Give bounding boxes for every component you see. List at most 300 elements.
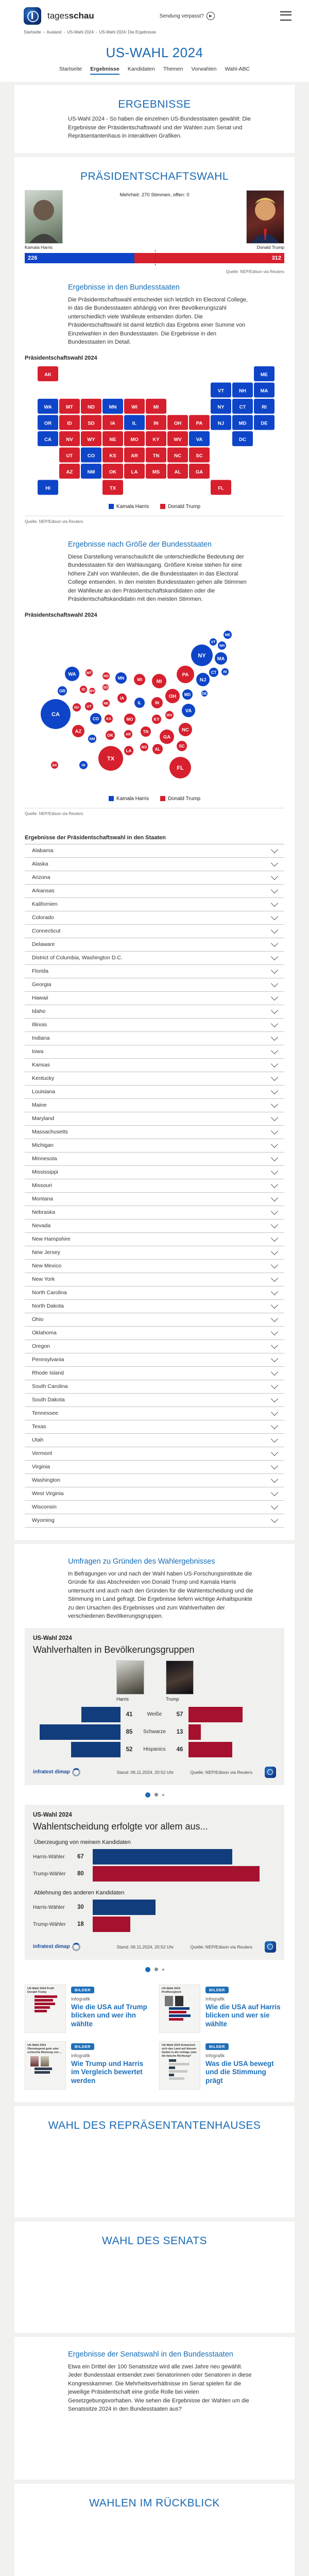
state-bubble-OR[interactable] bbox=[58, 686, 67, 696]
state-accordion-row[interactable] bbox=[25, 858, 284, 871]
state-accordion-row[interactable] bbox=[25, 925, 284, 938]
chart-label: Präsidentschaftswahl 2024 bbox=[25, 355, 284, 361]
carousel-dot-active[interactable] bbox=[145, 1967, 150, 1972]
svg-text:KY: KY bbox=[152, 437, 160, 443]
state-tile-ND[interactable] bbox=[81, 399, 101, 414]
teaser-title[interactable]: Wie die USA auf Harris blicken und wer sie wählte bbox=[205, 2003, 284, 2029]
state-bubble-IN[interactable] bbox=[151, 697, 163, 708]
state-tile-MT[interactable] bbox=[59, 399, 80, 414]
state-name: New Mexico bbox=[32, 1263, 61, 1269]
state-name: Nebraska bbox=[32, 1209, 55, 1215]
state-bubble-OH[interactable] bbox=[165, 689, 180, 703]
teaser-card[interactable] bbox=[25, 1985, 150, 2033]
state-name: Alabama bbox=[32, 848, 53, 854]
state-accordion-row[interactable] bbox=[25, 1340, 284, 1353]
section-title: PRÄSIDENTSCHAFTSWAHL bbox=[25, 157, 284, 187]
state-bubble-WV[interactable] bbox=[165, 711, 174, 719]
state-bubble-NJ[interactable] bbox=[196, 673, 210, 686]
state-tile-GA[interactable] bbox=[189, 464, 210, 479]
state-tile-WV[interactable] bbox=[167, 431, 188, 446]
bilder-badge: BILDER bbox=[71, 1987, 94, 1993]
state-accordion-row[interactable] bbox=[25, 844, 284, 858]
state-bubble-FL[interactable] bbox=[169, 757, 191, 778]
play-icon: ▶ bbox=[207, 12, 215, 20]
state-tile-NY[interactable] bbox=[211, 399, 231, 414]
chart-title: Wahlverhalten in Bevölkerungsgruppen bbox=[33, 1645, 276, 1655]
state-accordion-row[interactable] bbox=[25, 1086, 284, 1099]
section-repraesentantenhaus bbox=[14, 2106, 295, 2217]
tagesschau-logo-icon[interactable] bbox=[24, 7, 41, 25]
state-bubble-AL[interactable] bbox=[152, 744, 163, 754]
state-accordion-row[interactable] bbox=[25, 1032, 284, 1045]
subsection-title: Ergebnisse nach Größe der Bundesstaaten bbox=[68, 540, 253, 549]
state-tile-SD[interactable] bbox=[81, 415, 101, 430]
state-bubble-NE[interactable] bbox=[102, 700, 110, 707]
state-tile-WY[interactable] bbox=[81, 431, 101, 446]
state-tile-KS[interactable] bbox=[102, 447, 123, 462]
state-tile-MA[interactable] bbox=[254, 382, 274, 397]
svg-text:ME: ME bbox=[261, 372, 268, 378]
state-tile-UT[interactable] bbox=[59, 447, 80, 462]
state-bubble-WI[interactable] bbox=[134, 674, 145, 685]
state-bubble-ME[interactable] bbox=[224, 631, 232, 639]
teaser-thumbnail: US-Wahl 2024 Profil Donald Trump bbox=[25, 1985, 66, 2033]
state-accordion-row[interactable] bbox=[25, 1112, 284, 1126]
svg-text:MT: MT bbox=[66, 404, 73, 410]
state-accordion-row[interactable] bbox=[25, 1420, 284, 1434]
state-tile-TN[interactable] bbox=[146, 447, 166, 462]
state-name: Washington bbox=[32, 1477, 60, 1483]
teaser-title[interactable]: Wie Trump und Harris im Vergleich bewertet werden bbox=[71, 2060, 150, 2086]
svg-text:MO: MO bbox=[127, 717, 133, 721]
state-bubble-NC[interactable] bbox=[179, 723, 192, 736]
state-bubble-AR[interactable] bbox=[124, 730, 132, 738]
state-name: Hawaii bbox=[32, 995, 48, 1001]
state-bubble-CT[interactable] bbox=[209, 668, 218, 677]
state-accordion-row[interactable] bbox=[25, 1313, 284, 1327]
svg-text:UT: UT bbox=[66, 453, 73, 459]
svg-text:ID: ID bbox=[82, 688, 85, 691]
state-name: Nevada bbox=[32, 1223, 50, 1229]
state-name: Oklahoma bbox=[32, 1330, 57, 1336]
chevron-down-icon bbox=[271, 913, 278, 920]
state-tile-OH[interactable] bbox=[167, 415, 188, 430]
svg-text:NE: NE bbox=[109, 437, 116, 443]
harris-bar bbox=[71, 1742, 121, 1757]
state-bubble-MS[interactable] bbox=[140, 743, 148, 751]
hamburger-menu-icon[interactable] bbox=[280, 11, 291, 21]
state-tile-NM[interactable] bbox=[81, 464, 101, 479]
state-tile-NE[interactable] bbox=[102, 431, 123, 446]
state-bubble-TX[interactable] bbox=[98, 746, 123, 771]
infratest-dimap-icon bbox=[72, 1943, 80, 1951]
carousel-dot[interactable] bbox=[154, 1968, 158, 1971]
svg-text:NV: NV bbox=[66, 437, 73, 443]
state-bubble-HI[interactable] bbox=[79, 761, 88, 769]
tab-startseite[interactable]: Startseite bbox=[59, 66, 82, 75]
brand[interactable]: tagesschau bbox=[47, 11, 94, 21]
state-tile-TX[interactable] bbox=[102, 480, 123, 495]
state-accordion-row[interactable] bbox=[25, 1260, 284, 1273]
state-tile-OK[interactable] bbox=[102, 464, 123, 479]
carousel-dot[interactable] bbox=[162, 1969, 164, 1971]
state-accordion-row[interactable] bbox=[25, 1246, 284, 1260]
chevron-down-icon bbox=[271, 1047, 278, 1054]
state-name: Utah bbox=[32, 1437, 43, 1443]
svg-text:PA: PA bbox=[196, 420, 203, 426]
svg-text:IL: IL bbox=[132, 420, 137, 426]
state-tile-KY[interactable] bbox=[146, 431, 166, 446]
teaser-card[interactable] bbox=[159, 1985, 284, 2033]
series-label: Trump-Wähler bbox=[33, 1922, 77, 1927]
state-tile-AL[interactable] bbox=[167, 464, 188, 479]
svg-text:MA: MA bbox=[261, 388, 268, 394]
state-bubble-GA[interactable] bbox=[160, 730, 174, 744]
chevron-down-icon bbox=[271, 1074, 278, 1081]
states-accordion-title: Ergebnisse der Präsidentschaftswahl in den Staaten bbox=[25, 835, 284, 841]
state-accordion-row[interactable] bbox=[25, 952, 284, 965]
state-accordion-row[interactable] bbox=[25, 1461, 284, 1474]
state-bubble-SC[interactable] bbox=[177, 741, 187, 751]
state-accordion-row[interactable] bbox=[25, 1233, 284, 1246]
state-name: Missouri bbox=[32, 1182, 52, 1189]
state-tile-NH[interactable] bbox=[232, 382, 253, 397]
legend-swatch-icon bbox=[109, 504, 114, 509]
state-accordion-row[interactable] bbox=[25, 1487, 284, 1501]
state-accordion-row[interactable] bbox=[25, 871, 284, 885]
state-bubble-UT[interactable] bbox=[85, 702, 93, 710]
breadcrumb-item[interactable]: US-Wahl 2024 bbox=[67, 30, 94, 35]
section-title: WAHL DES SENATS bbox=[25, 2222, 284, 2251]
state-tile-AK[interactable] bbox=[38, 366, 58, 381]
svg-text:NJ: NJ bbox=[218, 420, 224, 426]
state-bubble-DE[interactable] bbox=[201, 690, 208, 697]
series-label: Trump-Wähler bbox=[33, 1871, 77, 1877]
states-accordion bbox=[25, 844, 284, 1528]
svg-text:CA: CA bbox=[52, 711, 60, 717]
breadcrumb-item[interactable]: Ausland bbox=[46, 30, 61, 35]
harris-photo bbox=[116, 1660, 144, 1694]
state-tile-DE[interactable] bbox=[254, 415, 274, 430]
state-bubble-KS[interactable] bbox=[105, 715, 113, 723]
chevron-down-icon bbox=[271, 1167, 278, 1175]
state-bubble-NY[interactable] bbox=[191, 645, 213, 666]
state-tile-CT[interactable] bbox=[232, 399, 253, 414]
svg-text:MD: MD bbox=[239, 420, 247, 426]
state-tile-MD[interactable] bbox=[232, 415, 253, 430]
state-accordion-row[interactable] bbox=[25, 1193, 284, 1206]
category-label: Hispanics bbox=[138, 1747, 171, 1752]
candidate-name: Donald Trump bbox=[257, 245, 284, 250]
state-tile-CO[interactable] bbox=[81, 447, 101, 462]
state-bubble-WY[interactable] bbox=[89, 688, 95, 694]
state-bubble-PA[interactable] bbox=[177, 666, 194, 683]
state-name: Indiana bbox=[32, 1035, 49, 1041]
state-accordion-row[interactable] bbox=[25, 1380, 284, 1394]
state-bubble-ID[interactable] bbox=[80, 686, 87, 693]
state-accordion-row[interactable] bbox=[25, 898, 284, 911]
state-bubble-RI[interactable] bbox=[221, 668, 229, 675]
svg-text:NH: NH bbox=[239, 388, 246, 394]
chevron-down-icon bbox=[271, 1368, 278, 1376]
tab-themen[interactable]: Themen bbox=[163, 66, 183, 75]
teaser-kicker: Infografik bbox=[71, 1996, 150, 2002]
state-accordion-row[interactable] bbox=[25, 1059, 284, 1072]
state-accordion-row[interactable] bbox=[25, 1179, 284, 1193]
state-accordion-row[interactable] bbox=[25, 938, 284, 952]
state-tile-VA[interactable] bbox=[189, 431, 210, 446]
state-name: Ohio bbox=[32, 1316, 43, 1323]
state-tile-DC[interactable] bbox=[232, 431, 253, 446]
state-tile-SC[interactable] bbox=[189, 447, 210, 462]
state-tile-NC[interactable] bbox=[167, 447, 188, 462]
subsection-title: Ergebnisse in den Bundesstaaten bbox=[68, 283, 253, 292]
chart-row bbox=[33, 1706, 276, 1723]
chevron-down-icon bbox=[271, 1502, 278, 1510]
state-name: South Dakota bbox=[32, 1397, 65, 1403]
breadcrumb-item[interactable]: Startseite bbox=[24, 30, 41, 35]
state-tile-CA[interactable] bbox=[38, 431, 58, 446]
state-name: Arizona bbox=[32, 874, 50, 880]
state-bubble-MD[interactable] bbox=[182, 689, 193, 700]
state-bubble-IL[interactable] bbox=[134, 698, 145, 708]
bilder-badge: BILDER bbox=[205, 2043, 229, 2050]
state-accordion-row[interactable] bbox=[25, 978, 284, 992]
state-accordion-row[interactable] bbox=[25, 1139, 284, 1153]
chevron-down-icon bbox=[271, 873, 278, 880]
harris-bar bbox=[81, 1707, 121, 1722]
state-accordion-row[interactable] bbox=[25, 1153, 284, 1166]
svg-text:CO: CO bbox=[93, 716, 99, 721]
state-bubble-MI[interactable] bbox=[152, 674, 166, 688]
state-bubble-TN[interactable] bbox=[141, 726, 151, 737]
state-accordion-row[interactable] bbox=[25, 1407, 284, 1420]
state-accordion-row[interactable] bbox=[25, 1474, 284, 1487]
chevron-down-icon bbox=[271, 1141, 278, 1148]
subsection-text: Diese Darstellung veranschaulicht die unterschiedliche Bedeutung der Bundesstaaten für den Wahlausgang. Größere Kreise stehen für eine höhere Zahl von Wahlleuten, die die Bundesstaaten in das Electoral College entsenden. In den meisten Bundesstaaten gehen alle Stimmen der Wahlleute an den Präsidentschaftskandidaten oder die Präsidentschaftskandidatin mit den meisten Stimmen. bbox=[68, 553, 253, 604]
state-bubble-IA[interactable] bbox=[117, 693, 127, 703]
carousel-dot[interactable] bbox=[154, 1793, 158, 1797]
teaser-card[interactable] bbox=[159, 2041, 284, 2090]
breadcrumb-separator-icon: › bbox=[43, 30, 45, 35]
state-bubble-CO[interactable] bbox=[90, 713, 101, 724]
breadcrumb-item[interactable]: US-Wahl 2024: Die Ergebnisse bbox=[99, 30, 156, 35]
state-tile-VT[interactable] bbox=[211, 382, 231, 397]
legend-item: Kamala Harris bbox=[109, 504, 149, 510]
state-tile-HI[interactable] bbox=[38, 480, 58, 495]
state-accordion-row[interactable] bbox=[25, 1126, 284, 1139]
state-tile-ID[interactable] bbox=[59, 415, 80, 430]
carousel-dot[interactable] bbox=[162, 1794, 164, 1796]
svg-text:ND: ND bbox=[104, 674, 109, 678]
state-bubble-ND[interactable] bbox=[102, 672, 110, 680]
majority-label: Mehrheit: 270 Stimmen, offen: 0 bbox=[25, 192, 284, 198]
state-bubble-VA[interactable] bbox=[182, 704, 195, 717]
carousel-dots bbox=[25, 1792, 284, 1798]
state-accordion-row[interactable] bbox=[25, 1099, 284, 1112]
state-tile-PA[interactable] bbox=[189, 415, 210, 430]
state-bubble-AK[interactable] bbox=[51, 761, 58, 769]
state-bubble-MO[interactable] bbox=[124, 714, 135, 725]
state-accordion-row[interactable] bbox=[25, 1019, 284, 1032]
trump-value: 57 bbox=[171, 1711, 188, 1718]
svg-text:IA: IA bbox=[120, 696, 124, 700]
state-accordion-row[interactable] bbox=[25, 1005, 284, 1019]
svg-text:NM: NM bbox=[88, 469, 95, 475]
state-name: Louisiana bbox=[32, 1089, 55, 1095]
tab-kandidaten[interactable]: Kandidaten bbox=[128, 66, 155, 75]
state-tile-IN[interactable] bbox=[146, 415, 166, 430]
state-tile-NJ[interactable] bbox=[211, 415, 231, 430]
state-tile-WA[interactable] bbox=[38, 399, 58, 414]
state-tile-MO[interactable] bbox=[124, 431, 145, 446]
state-bubble-CA[interactable] bbox=[41, 699, 71, 729]
value-label: 67 bbox=[77, 1854, 93, 1860]
state-accordion-row[interactable] bbox=[25, 1327, 284, 1340]
state-name: Florida bbox=[32, 968, 48, 974]
trump-photo bbox=[246, 190, 284, 244]
chevron-down-icon bbox=[271, 940, 278, 947]
teaser-title[interactable]: Was die USA bewegt und die Stimmung prägt bbox=[205, 2060, 284, 2086]
map-legend bbox=[25, 504, 284, 510]
bilder-badge: BILDER bbox=[205, 1987, 229, 1993]
state-accordion-row[interactable] bbox=[25, 885, 284, 898]
state-accordion-row[interactable] bbox=[25, 992, 284, 1005]
breadcrumb bbox=[0, 28, 309, 39]
state-tile-OR[interactable] bbox=[38, 415, 58, 430]
state-tile-FL[interactable] bbox=[211, 480, 231, 495]
state-tile-MS[interactable] bbox=[146, 464, 166, 479]
state-bubble-MT[interactable] bbox=[85, 669, 93, 676]
svg-text:MS: MS bbox=[152, 469, 160, 475]
electoral-race bbox=[25, 190, 284, 267]
carousel-dot-active[interactable] bbox=[145, 1792, 150, 1798]
state-bubble-AZ[interactable] bbox=[72, 725, 84, 737]
series-label: Harris-Wähler bbox=[33, 1854, 77, 1860]
state-tile-WI[interactable] bbox=[124, 399, 145, 414]
state-bubble-MA[interactable] bbox=[215, 652, 227, 665]
section-senatswahl bbox=[14, 2337, 295, 2480]
state-bubble-MN[interactable] bbox=[115, 672, 127, 684]
state-name: North Dakota bbox=[32, 1303, 64, 1309]
svg-text:OR: OR bbox=[59, 688, 65, 693]
state-tile-RI[interactable] bbox=[254, 399, 274, 414]
svg-text:CO: CO bbox=[88, 453, 95, 459]
state-tile-LA[interactable] bbox=[124, 464, 145, 479]
group-label: Überzeugung von meinem Kandidaten bbox=[34, 1839, 276, 1845]
chevron-down-icon bbox=[271, 1020, 278, 1027]
state-tile-MN[interactable] bbox=[102, 399, 123, 414]
harris-value: 41 bbox=[121, 1711, 138, 1718]
svg-text:MT: MT bbox=[87, 671, 92, 675]
svg-text:RI: RI bbox=[224, 670, 227, 674]
state-accordion-row[interactable] bbox=[25, 1300, 284, 1313]
trump-bar: 312 bbox=[134, 253, 284, 263]
state-accordion-row[interactable] bbox=[25, 1219, 284, 1233]
svg-text:WA: WA bbox=[68, 671, 76, 677]
state-accordion-row[interactable] bbox=[25, 1434, 284, 1447]
state-accordion-row[interactable] bbox=[25, 965, 284, 978]
chevron-down-icon bbox=[271, 859, 278, 867]
infratest-dimap-logo: infratest dimap bbox=[33, 1943, 80, 1951]
sendung-verpasst-link[interactable] bbox=[160, 12, 215, 20]
chevron-down-icon bbox=[271, 926, 278, 934]
svg-text:WV: WV bbox=[174, 437, 182, 443]
svg-text:IL: IL bbox=[138, 700, 141, 705]
state-tile-MI[interactable] bbox=[146, 399, 166, 414]
tab-vorwahlen[interactable]: Vorwahlen bbox=[191, 66, 216, 75]
tab-wahl-abc[interactable]: Wahl-ABC bbox=[225, 66, 250, 75]
teaser-card[interactable] bbox=[25, 2041, 150, 2090]
state-bubble-NV[interactable] bbox=[73, 703, 81, 711]
value-bar bbox=[93, 1900, 156, 1915]
photo-label: Trump bbox=[166, 1697, 193, 1702]
state-accordion-row[interactable] bbox=[25, 1447, 284, 1461]
state-accordion-row[interactable] bbox=[25, 1045, 284, 1059]
teaser-kicker: Infografik bbox=[71, 2053, 150, 2058]
state-accordion-row[interactable] bbox=[25, 1166, 284, 1179]
value-bar bbox=[93, 1849, 232, 1865]
state-accordion-row[interactable] bbox=[25, 1286, 284, 1300]
chart-label: Präsidentschaftswahl 2024 bbox=[25, 612, 284, 618]
state-accordion-row[interactable] bbox=[25, 1367, 284, 1380]
state-accordion-row[interactable] bbox=[25, 1353, 284, 1367]
state-tile-AZ[interactable] bbox=[59, 464, 80, 479]
state-tile-NV[interactable] bbox=[59, 431, 80, 446]
state-bubble-WA[interactable] bbox=[65, 667, 79, 681]
state-bubble-KY[interactable] bbox=[152, 715, 161, 724]
teaser-kicker: Infografik bbox=[205, 1996, 284, 2002]
source-note: Quelle: NEP/Edison via Reuters bbox=[25, 808, 284, 823]
state-tile-ME[interactable] bbox=[254, 366, 274, 381]
teaser-grid bbox=[25, 1977, 284, 2100]
chevron-down-icon bbox=[271, 1181, 278, 1188]
state-tile-AR[interactable] bbox=[124, 447, 145, 462]
state-accordion-row[interactable] bbox=[25, 1206, 284, 1219]
state-accordion-row[interactable] bbox=[25, 1273, 284, 1286]
teaser-title[interactable]: Wie die USA auf Trump blicken und wer ihn wählte bbox=[71, 2003, 150, 2029]
state-tile-IA[interactable] bbox=[102, 415, 123, 430]
chevron-down-icon bbox=[271, 1208, 278, 1215]
tab-ergebnisse[interactable]: Ergebnisse bbox=[90, 66, 119, 75]
ard-logo-icon bbox=[265, 1767, 276, 1778]
value-bar bbox=[93, 1917, 130, 1932]
svg-text:KY: KY bbox=[153, 717, 160, 721]
breadcrumb-separator-icon: › bbox=[63, 30, 65, 35]
state-tile-IL[interactable] bbox=[124, 415, 145, 430]
trump-value: 13 bbox=[171, 1729, 188, 1735]
state-accordion-row[interactable] bbox=[25, 1501, 284, 1514]
state-accordion-row[interactable] bbox=[25, 1072, 284, 1086]
svg-text:HI: HI bbox=[45, 485, 50, 491]
chevron-down-icon bbox=[271, 1355, 278, 1362]
chevron-down-icon bbox=[271, 1435, 278, 1443]
state-bubble-SD[interactable] bbox=[102, 684, 109, 690]
state-bubble-NM[interactable] bbox=[88, 735, 96, 743]
state-bubble-OK[interactable] bbox=[106, 731, 115, 740]
state-bubble-VT[interactable] bbox=[210, 638, 217, 646]
state-accordion-row[interactable] bbox=[25, 1514, 284, 1528]
svg-text:WI: WI bbox=[131, 404, 138, 410]
svg-text:NY: NY bbox=[217, 404, 225, 410]
state-bubble-NH[interactable] bbox=[218, 641, 226, 650]
state-bubble-LA[interactable] bbox=[124, 746, 133, 755]
trump-value: 46 bbox=[171, 1747, 188, 1753]
state-name: Delaware bbox=[32, 941, 55, 947]
state-accordion-row[interactable] bbox=[25, 911, 284, 925]
state-accordion-row[interactable] bbox=[25, 1394, 284, 1407]
chevron-down-icon bbox=[271, 1114, 278, 1121]
